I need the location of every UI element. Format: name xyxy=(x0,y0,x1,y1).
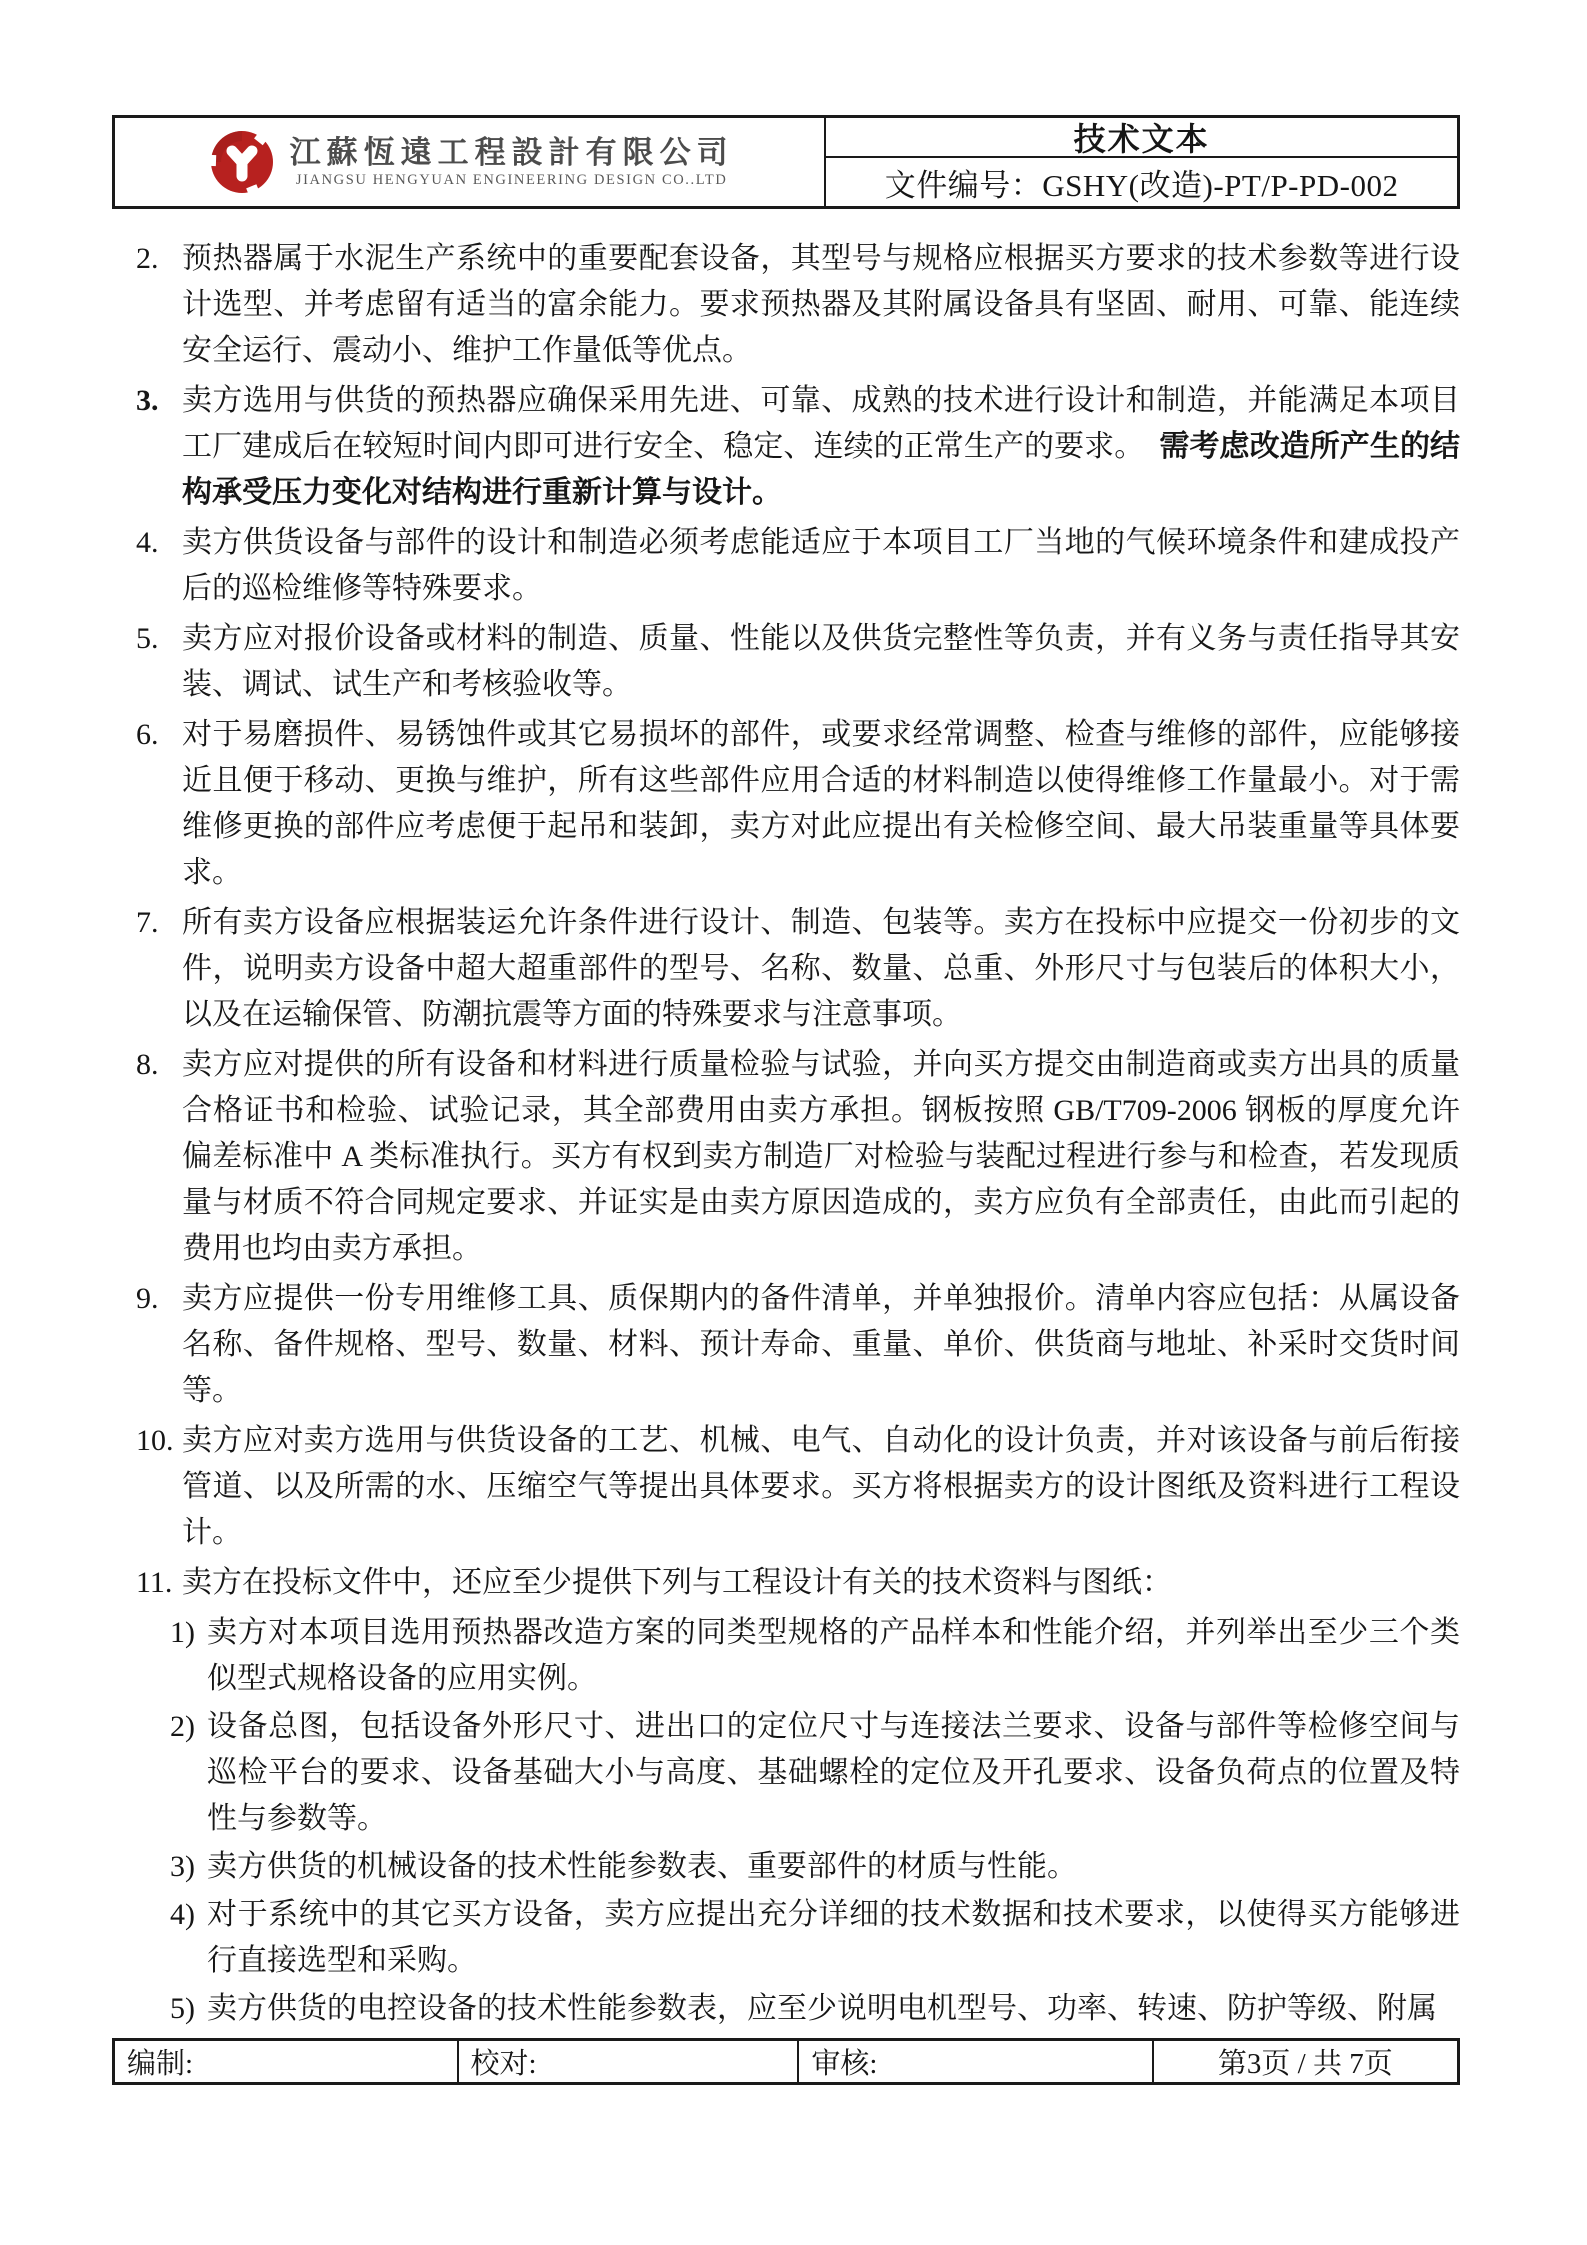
list-item-text-segment: 卖方选用与供货的预热器应确保采用先进、可靠、成熟的技术进行设计和制造，并能满足本项目工厂建成后在较短时间内即可进行安全、稳定、连续的正常生产的要求。 xyxy=(182,384,1460,463)
sub-list-item xyxy=(170,1610,1460,1702)
list-item-number: 10. xyxy=(136,1424,174,1457)
footer-cell-checker: 校对: xyxy=(459,2041,800,2082)
list-item xyxy=(112,236,1460,374)
list-item xyxy=(112,616,1460,708)
list-item-number: 11. xyxy=(136,1566,173,1599)
list-item xyxy=(112,1560,1460,1606)
company-name-en: JIANGSU HENGYUAN ENGINEERING DESIGN CO..LTD xyxy=(295,172,728,189)
list-item-text-segment: 预热器属于水泥生产系统中的重要配套设备，其型号与规格应根据买方要求的技术参数等进行设计选型、并考虑留有适当的富余能力。要求预热器及其附属设备具有坚固、耐用、可靠、能连续安全运行、震动小、维护工作量低等优点。 xyxy=(182,242,1460,367)
list-item xyxy=(112,712,1460,896)
list-item-text xyxy=(182,520,1460,612)
company-logo-icon xyxy=(206,126,278,198)
list-item-number: 6. xyxy=(136,718,159,751)
list-item-number: 8. xyxy=(136,1048,159,1081)
list-item-text xyxy=(182,378,1460,516)
list-item-text-segment: 卖方应对卖方选用与供货设备的工艺、机械、电气、自动化的设计负责，并对该设备与前后衔接管道、以及所需的水、压缩空气等提出具体要求。买方将根据卖方的设计图纸及资料进行工程设计。 xyxy=(182,1424,1460,1549)
list-item-text-segment: 卖方供货设备与部件的设计和制造必须考虑能适应于本项目工厂当地的气候环境条件和建成投产后的巡检维修等特殊要求。 xyxy=(182,526,1460,605)
list-item-text xyxy=(182,236,1460,374)
list-item-number: 4. xyxy=(136,526,159,559)
footer-page-indicator: 第3页 / 共 7页 xyxy=(1217,2048,1393,2080)
list-item-text-segment: 卖方应对报价设备或材料的制造、质量、性能以及供货完整性等负责，并有义务与责任指导其安装、调试、试生产和考核验收等。 xyxy=(182,622,1460,701)
document-header xyxy=(112,115,1460,209)
sub-list-item-number: 1) xyxy=(170,1616,195,1649)
sub-list-item xyxy=(170,1986,1460,2032)
title-cell xyxy=(826,118,1457,206)
list-item-text xyxy=(182,900,1460,1038)
company-name-cn: 江蘇恆遠工程設計有限公司 xyxy=(289,134,734,170)
list-item-text-segment: 卖方在投标文件中，还应至少提供下列与工程设计有关的技术资料与图纸： xyxy=(182,1566,1172,1599)
sub-list-item-number: 3) xyxy=(170,1850,195,1883)
footer-cell-maker: 编制: xyxy=(115,2041,459,2082)
list-item xyxy=(112,900,1460,1038)
list-item xyxy=(112,1042,1460,1272)
logo-cell xyxy=(115,118,826,206)
list-item-text xyxy=(182,1276,1460,1414)
doc-number xyxy=(826,158,1457,206)
doc-type-title: 技术文本 xyxy=(826,118,1457,158)
sub-list-item xyxy=(170,1844,1460,1890)
sub-list-item-text: 卖方对本项目选用预热器改造方案的同类型规格的产品样本和性能介绍，并列举出至少三个类似型式规格设备的应用实例。 xyxy=(207,1616,1460,1695)
list-item xyxy=(112,378,1460,516)
list-item-number: 7. xyxy=(136,906,159,939)
sub-list-item xyxy=(170,1892,1460,1984)
doc-number-value: GSHY(改造)-PT/P-PD-002 xyxy=(1042,167,1399,203)
list-item-number: 2. xyxy=(136,242,159,275)
list-item xyxy=(112,1418,1460,1556)
footer-cell-auditor: 审核: xyxy=(799,2041,1153,2082)
list-item xyxy=(112,520,1460,612)
sub-list-item-text: 卖方供货的电控设备的技术性能参数表，应至少说明电机型号、功率、转速、防护等级、附属 xyxy=(207,1992,1437,2025)
document-body xyxy=(112,236,1460,2034)
sub-list-item-number: 2) xyxy=(170,1710,195,1743)
sub-list-item-text: 设备总图，包括设备外形尺寸、进出口的定位尺寸与连接法兰要求、设备与部件等检修空间与巡检平台的要求、设备基础大小与高度、基础螺栓的定位及开孔要求、设备负荷点的位置及特性与参数等。 xyxy=(207,1710,1460,1835)
list-item-text xyxy=(182,712,1460,896)
sub-list-item xyxy=(170,1704,1460,1842)
list-item-text xyxy=(182,616,1460,708)
list-item xyxy=(112,1276,1460,1414)
sub-list-item-number: 5) xyxy=(170,1992,195,2025)
sub-list-item-text: 对于系统中的其它买方设备，卖方应提出充分详细的技术数据和技术要求，以使得买方能够进行直接选型和采购。 xyxy=(207,1898,1460,1977)
list-item-number: 9. xyxy=(136,1282,159,1315)
list-item-text xyxy=(182,1042,1460,1272)
sub-list-item-number: 4) xyxy=(170,1898,195,1931)
list-item-text-segment: 对于易磨损件、易锈蚀件或其它易损坏的部件，或要求经常调整、检查与维修的部件，应能够接近且便于移动、更换与维护，所有这些部件应用合适的材料制造以使得维修工作量最小。对于需维修更换的部件应考虑便于起吊和装卸，卖方对此应提出有关检修空间、最大吊装重量等具体要求。 xyxy=(182,718,1460,889)
list-item-text-segment: 需考虑改造所产生的结构承受压力变化对结构进行重新计算与设计。 xyxy=(182,430,1461,509)
company-names xyxy=(290,135,734,190)
list-item-text-segment: 卖方应对提供的所有设备和材料进行质量检验与试验，并向买方提交由制造商或卖方出具的质量合格证书和检验、试验记录，其全部费用由卖方承担。钢板按照 GB/T709-2006 钢板的厚度允许偏差标准中 A 类标准执行。买方有权到卖方制造厂对检验与装配过程进行参与和检查，若发现质量与材质不符合同规定要求、并证实是由卖方原因造成的，卖方应负有全部责任，由此而引起的费用也均由卖方承担。 xyxy=(182,1048,1460,1265)
sub-list-item-text: 卖方供货的机械设备的技术性能参数表、重要部件的材质与性能。 xyxy=(207,1850,1077,1883)
doc-number-label: 文件编号： xyxy=(884,167,1043,203)
list-item-number: 3. xyxy=(136,384,159,417)
list-item-number: 5. xyxy=(136,622,159,655)
list-item-text-segment: 卖方应提供一份专用维修工具、质保期内的备件清单，并单独报价。清单内容应包括：从属设备名称、备件规格、型号、数量、材料、预计寿命、重量、单价、供货商与地址、补采时交货时间等。 xyxy=(182,1282,1460,1407)
list-item-text-segment: 所有卖方设备应根据装运允许条件进行设计、制造、包装等。卖方在投标中应提交一份初步的文件，说明卖方设备中超大超重部件的型号、名称、数量、总重、外形尺寸与包装后的体积大小，以及在运输保管、防潮抗震等方面的特殊要求与注意事项。 xyxy=(182,906,1460,1031)
list-item-text xyxy=(182,1560,1460,1606)
footer-table xyxy=(112,2038,1460,2085)
list-item-text xyxy=(182,1418,1460,1556)
